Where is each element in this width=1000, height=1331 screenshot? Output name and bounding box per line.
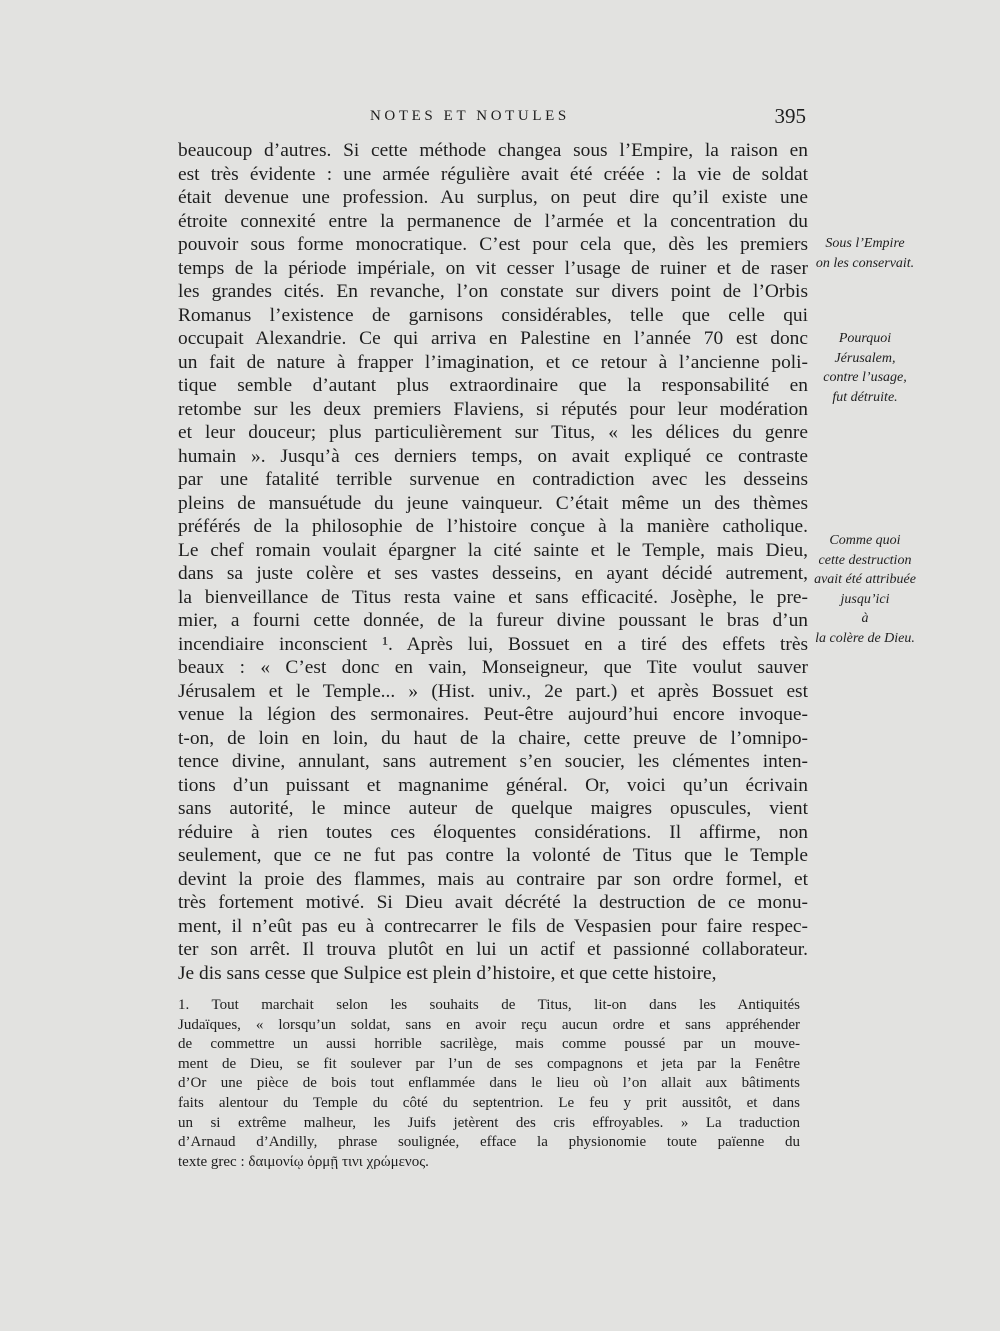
text-line: Je dis sans cesse que Sulpice est plein d’histoire, et que cette histoire, <box>178 962 717 984</box>
footnote-line: d’Or une pièce de bois tout enflammée dans le lieu où l’on allait aux bâtiments <box>178 1075 800 1092</box>
text-line: humain ». Jusqu’à ces derniers temps, on avait expliqué ce contraste <box>178 445 808 467</box>
footnote-line: un si extrême malheur, les Juifs jetèrent des cris effroyables. » La traduction <box>178 1114 800 1131</box>
main-text-body <box>178 139 808 985</box>
footnote-line: de commettre un aussi horrible sacrilège, mais comme poussé par un mouve- <box>178 1036 800 1053</box>
margin-note-jerusalem <box>806 329 924 407</box>
margin-note-line: la colère de Dieu. <box>815 630 915 646</box>
text-line: beaux : « C’est donc en vain, Monseigneur, que Tite voulut sauver <box>178 657 808 678</box>
margin-note-line: fut détruite. <box>832 389 898 405</box>
margin-note-line: on les conservait. <box>815 255 915 271</box>
footnote-line: Judaïques, « lorsqu’un soldat, sans en avoir reçu aucun ordre et sans appréhender <box>178 1016 800 1033</box>
text-line: préférés de la philosophie de l’histoire conçue à la manière catholique. <box>178 516 808 537</box>
text-line: un fait de nature à frapper l’imagination, et ce retour à l’ancienne poli- <box>178 351 808 373</box>
text-line: tence divine, annulant, sans autrement s’en soucier, les clémentes inten- <box>178 751 808 772</box>
text-line: était devenue une profession. Au surplus, on peut dire qu’il existe une <box>178 187 808 208</box>
text-line: est très évidente : une armée régulière avait été créée : la vie de soldat <box>178 163 808 185</box>
margin-note-line: Jérusalem, <box>834 350 896 366</box>
margin-note-empire <box>806 234 924 273</box>
text-line: ment, il n’eût pas eu à contrecarrer le fils de Vespasien pour faire respec- <box>178 915 808 937</box>
margin-note-line: à <box>861 611 869 626</box>
text-line: très fortement motivé. Si Dieu avait décrété la destruction de ce monu- <box>178 892 808 913</box>
footnote-line: ment de Dieu, se fit soulever par l’un de ses compagnons et jeta par la Fenêtre <box>178 1055 800 1072</box>
text-line: devint la proie des flammes, mais au contraire par son ordre formel, et <box>178 868 808 890</box>
footnote-line: 1. Tout marchait selon les souhaits de Titus, lit-on dans les Antiquités <box>178 997 800 1013</box>
margin-note-line: Sous l’Empire <box>825 236 905 251</box>
footnote <box>178 996 800 1172</box>
page-header <box>178 104 806 134</box>
margin-note-line: Comme quoi <box>829 533 901 548</box>
text-line: seulement, que ce ne fut pas contre la volonté de Titus que le Temple <box>178 845 808 866</box>
text-line: par une fatalité terrible survenue en contradiction avec les desseins <box>178 469 808 490</box>
text-line: sans autorité, le mince auteur de quelque maigres opuscules, vient <box>178 798 808 819</box>
text-line: incendiaire inconscient ¹. Après lui, Bossuet en a tiré des effets très <box>178 633 808 655</box>
margin-note-line: avait été attribuée <box>814 572 916 587</box>
text-line: la bienveillance de Titus resta vaine et sans efficacité. Josèphe, le pre- <box>178 586 808 608</box>
footnote-line: faits alentour du Temple du côté du septentrion. Le feu y prit aussitôt, et dans <box>178 1094 800 1111</box>
footnote-line: d’Arnaud d’Andilly, phrase soulignée, efface la physionomie toute païenne du <box>178 1134 800 1151</box>
text-line: Le chef romain voulait épargner la cité sainte et le Temple, mais Dieu, <box>178 539 808 561</box>
footnote-line: texte grec : δαιμονίῳ ὁρμῇ τινι χρώμενος. <box>178 1153 429 1170</box>
text-line: réduire à rien toutes ces éloquentes considérations. Il affirme, non <box>178 821 808 843</box>
text-line: venue la légion des sermonaires. Peut-être aujourd’hui encore invoque- <box>178 704 808 725</box>
text-line: Jérusalem et le Temple... » (Hist. univ., 2e part.) et après Bossuet est <box>178 680 808 702</box>
margin-note-colere-de-dieu <box>806 531 924 648</box>
text-line: pouvoir sous forme monocratique. C’est pour cela que, dès les premiers <box>178 234 808 255</box>
text-line: beaucoup d’autres. Si cette méthode changea sous l’Empire, la raison en <box>178 140 808 161</box>
margin-note-line: Pourquoi <box>838 331 892 346</box>
text-line: pleins de mansuétude du jeune vainqueur. C’était même un des thèmes <box>178 492 808 514</box>
margin-note-line: cette destruction <box>818 552 912 568</box>
text-line: Romanus l’existence de garnisons considérables, telle que celle qui <box>178 304 808 326</box>
margin-note-line: contre l’usage, <box>823 370 907 385</box>
text-line: mier, a fourni cette donnée, de la fureur divine poussant le bras d’un <box>178 610 808 631</box>
text-line: retombe sur les deux premiers Flaviens, si réputés pour leur modération <box>178 398 808 420</box>
text-line: ter son arrêt. Il trouva plutôt en lui un actif et passionné collaborateur. <box>178 939 808 960</box>
text-line: dans sa juste colère et ses vastes desseins, en ayant décidé autrement, <box>178 563 808 584</box>
text-line: tions d’un puissant et magnanime général. Or, voici qu’un écrivain <box>178 774 808 796</box>
text-line: occupait Alexandrie. Ce qui arriva en Palestine en l’année 70 est donc <box>178 328 808 349</box>
margin-note-line: jusqu’ici <box>840 591 890 607</box>
text-line: les grandes cités. En revanche, l’on constate sur divers point de l’Orbis <box>178 281 808 302</box>
text-line: tique semble d’autant plus extraordinaire que la responsabilité en <box>178 375 808 396</box>
text-line: étroite connexité entre la permanence de l’armée et la concentration du <box>178 210 808 232</box>
running-title: NOTES ET NOTULES <box>370 108 570 124</box>
text-line: t-on, de loin en loin, du haut de la chaire, cette preuve de l’omnipo- <box>178 727 808 749</box>
text-line: temps de la période impériale, on vit cesser l’usage de ruiner et de raser <box>178 257 808 279</box>
text-line: et leur douceur; plus particulièrement sur Titus, « les délices du genre <box>178 422 808 443</box>
page-number: 395 <box>774 104 806 128</box>
